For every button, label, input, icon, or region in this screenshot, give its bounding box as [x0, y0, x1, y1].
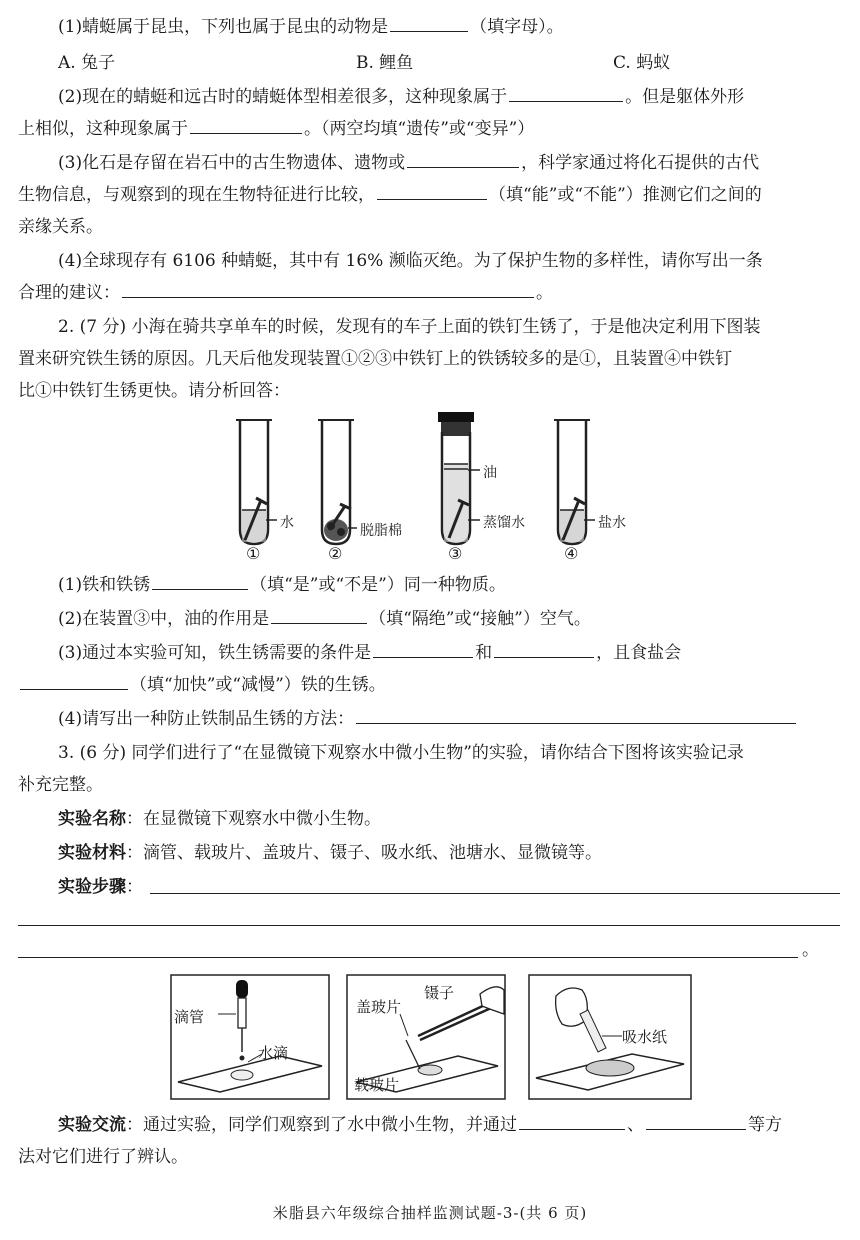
q2-sub2-text: (2)在装置③中，油的作用是: [58, 609, 270, 629]
option-b: B. 鲤鱼: [356, 53, 414, 73]
q2-sub3-text-d: （填“加快”或“减慢”）铁的生锈。: [130, 675, 386, 695]
q1-part2-text: (2)现在的蜻蜓和远古时的蜻蜓体型相差很多，这种现象属于: [58, 87, 508, 107]
option-c: C. 蚂蚁: [613, 53, 671, 73]
q1-part2-text-c: 上相似，这种现象属于: [18, 119, 188, 139]
q3-name-text: ：在显微镜下观察水中微小生物。: [126, 809, 381, 829]
q3-materials: [58, 838, 838, 868]
q3-exchange-cont: 法对它们进行了辨认。: [18, 1147, 188, 1167]
answer-blank[interactable]: [122, 279, 534, 298]
test-tube-3: [438, 412, 480, 544]
answer-blank[interactable]: [377, 181, 487, 200]
q1-part2-text-d: 。（两空均填“遗传”或“变异”）: [304, 119, 535, 139]
q1-part3-end: 亲缘关系。: [18, 217, 103, 237]
q3-materials-label: 实验材料: [58, 843, 126, 863]
q1-part4-cont: [18, 278, 838, 308]
q1-part1-text: (1)蜻蜓属于昆虫，下列也属于昆虫的动物是: [58, 17, 389, 37]
label-oil: 油: [483, 465, 497, 481]
answer-blank[interactable]: [190, 115, 302, 134]
label-tube-1: ①: [246, 544, 261, 563]
label-water-drop: 水滴: [258, 1044, 289, 1062]
label-cotton: 脱脂棉: [360, 523, 402, 539]
answer-blank[interactable]: [356, 705, 796, 724]
q3-steps-label: 实验步骤: [58, 877, 126, 897]
q2-intro-2: 置来研究铁生锈的原因。几天后他发现装置①②③中铁钉上的铁锈较多的是①，且装置④中铁钉: [18, 349, 732, 369]
answer-blank[interactable]: [407, 149, 519, 168]
q2-sub3-text-c: ，且食盐会: [596, 643, 682, 663]
q1-part1-text-end: （填字母）。: [470, 17, 564, 37]
answer-blank[interactable]: [373, 639, 473, 658]
q2-sub3-text: (3)通过本实验可知，铁生锈需要的条件是: [58, 643, 372, 663]
q3-exchange-text: ：通过实验，同学们观察到了水中微小生物，并通过: [126, 1115, 517, 1135]
q1-part4-text: 合理的建议：: [18, 283, 120, 303]
label-tube-2: ②: [328, 544, 343, 563]
q3-intro-1: 3. (6 分) 同学们进行了“在显微镜下观察水中微小生物”的实验，请你结合下图将该实验记录: [58, 743, 744, 763]
q1-part3-cont: [18, 180, 838, 210]
q1-part1: [58, 12, 838, 42]
q3-materials-text: ：滴管、载玻片、盖玻片、镊子、吸水纸、池塘水、显微镜等。: [126, 843, 602, 863]
q2-sub1-text-b: （填“是”或“不是”）同一种物质。: [250, 575, 506, 595]
q1-part2: [58, 82, 838, 112]
answer-blank[interactable]: [152, 571, 248, 590]
q3-exchange: [58, 1110, 838, 1140]
q1-part4-end: 。: [536, 283, 553, 303]
label-tube-3: ③: [448, 544, 463, 563]
test-tube-1: [236, 420, 277, 544]
q2-intro-3: 比①中铁钉生锈更快。请分析回答：: [18, 381, 290, 401]
label-water: 水: [280, 515, 294, 531]
q2-sub1: [58, 570, 838, 600]
test-tube-2: [318, 420, 357, 544]
label-absorbent-paper: 吸水纸: [622, 1028, 668, 1046]
q2-sub4: [58, 704, 838, 734]
answer-blank[interactable]: [390, 13, 468, 32]
q1-part3-text: (3)化石是存留在岩石中的古生物遗体、遗物或: [58, 153, 406, 173]
answer-line[interactable]: [18, 957, 798, 958]
answer-blank[interactable]: [494, 639, 594, 658]
q2-sub2-text-b: （填“隔绝”或“接触”）空气。: [369, 609, 591, 629]
page-footer: 米脂县六年级综合抽样监测试题-3-(共 6 页): [272, 1204, 588, 1222]
q3-exchange-label: 实验交流: [58, 1115, 126, 1135]
q1-part2-cont: [18, 114, 838, 144]
q2-sub3-cont: [18, 670, 838, 700]
q1-part3-text-c: 生物信息，与观察到的现在生物特征进行比较，: [18, 185, 375, 205]
rust-experiment-figure: [225, 412, 645, 562]
label-distilled-water: 蒸馏水: [483, 515, 525, 531]
label-tweezers: 镊子: [424, 984, 455, 1002]
q2-sub3: [58, 638, 838, 668]
q2-intro-1: 2. (7 分) 小海在骑共享单车的时候，发现有的车子上面的铁钉生锈了，于是他决定利用下图装: [58, 317, 761, 337]
q1-part2-text-b: 。但是躯体外形: [625, 87, 745, 107]
q3-steps-colon: ：: [126, 877, 143, 897]
label-tube-4: ④: [564, 544, 579, 563]
q3-name-label: 实验名称: [58, 809, 126, 829]
q3-intro-2: 补充完整。: [18, 775, 103, 795]
answer-line[interactable]: [150, 893, 840, 894]
q3-exchange-text-c: 等方: [748, 1115, 782, 1135]
answer-blank[interactable]: [519, 1111, 625, 1130]
q2-sub1-text: (1)铁和铁锈: [58, 575, 151, 595]
q1-part3: [58, 148, 838, 178]
label-slide: 载玻片: [354, 1076, 400, 1094]
answer-line[interactable]: [18, 925, 840, 926]
q3-steps: [58, 872, 838, 902]
q1-part3-text-d: （填“能”或“不能”）推测它们之间的: [489, 185, 762, 205]
panel-dropper: [171, 975, 329, 1099]
answer-blank[interactable]: [20, 671, 128, 690]
test-tube-4: [554, 420, 595, 544]
answer-blank[interactable]: [646, 1111, 746, 1130]
label-cover-slip: 盖玻片: [356, 998, 402, 1016]
slide-prep-figure: [170, 974, 696, 1106]
q3-exchange-sep: 、: [627, 1115, 644, 1135]
label-dropper: 滴管: [174, 1008, 205, 1026]
q3-steps-end: 。: [802, 940, 819, 960]
answer-blank[interactable]: [271, 605, 367, 624]
label-salt-water: 盐水: [598, 515, 626, 531]
q2-sub2: [58, 604, 838, 634]
q2-sub3-and: 和: [475, 643, 493, 663]
q1-part3-text-b: ，科学家通过将化石提供的古代: [521, 153, 760, 173]
option-a: A. 兔子: [58, 53, 116, 73]
q2-sub4-text: (4)请写出一种防止铁制品生锈的方法：: [58, 709, 355, 729]
q3-name: [58, 804, 838, 834]
q1-part4: (4)全球现存有 6106 种蜻蜓，其中有 16% 濒临灭绝。为了保护生物的多样性，请你写出一条: [58, 251, 763, 271]
answer-blank[interactable]: [509, 83, 623, 102]
